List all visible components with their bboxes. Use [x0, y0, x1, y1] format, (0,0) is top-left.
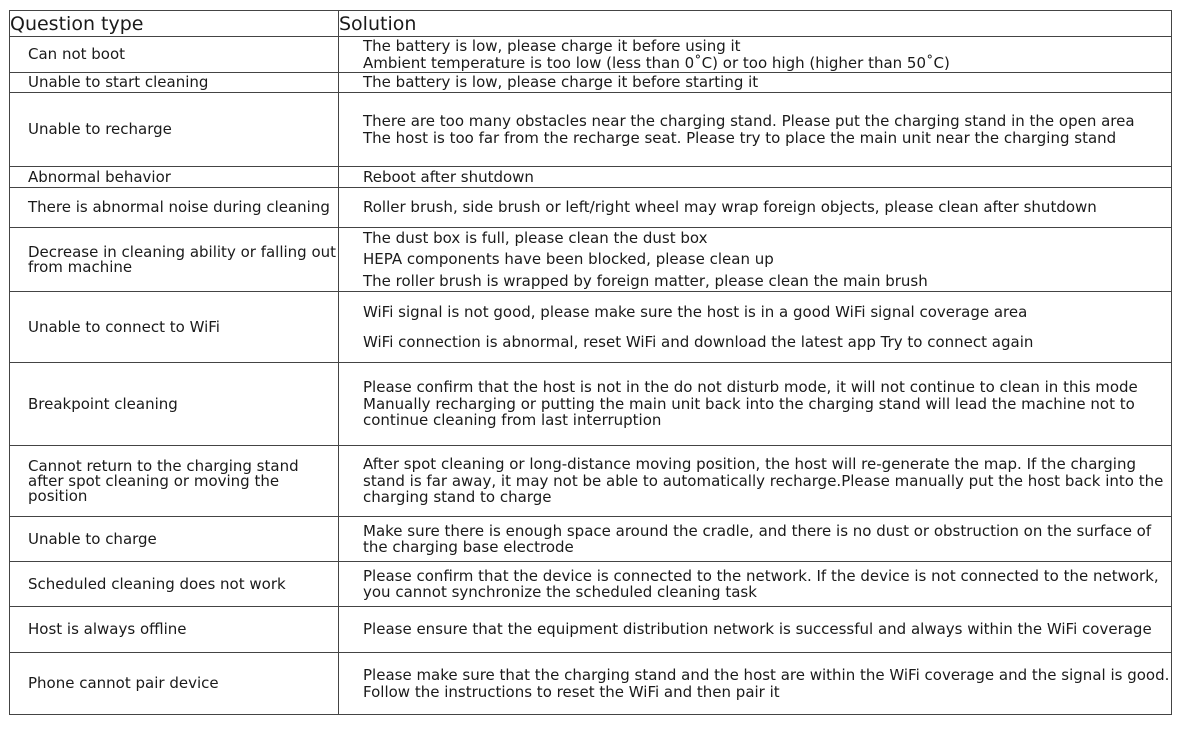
table-row	[10, 188, 1172, 228]
table-row	[10, 607, 1172, 653]
solution-cell	[339, 292, 1172, 363]
solution-cell	[339, 607, 1172, 653]
solution-line: Please confirm that the host is not in the do not disturb mode, it will not continue to clean in this mode	[363, 378, 1138, 397]
table-row	[10, 292, 1172, 363]
solution-cell	[339, 562, 1172, 607]
question-cell: There is abnormal noise during cleaning	[10, 188, 339, 228]
table-row	[10, 73, 1172, 93]
solution-cell	[339, 188, 1172, 228]
table-row	[10, 93, 1172, 167]
solution-line: The roller brush is wrapped by foreign matter, please clean the main brush	[363, 271, 928, 290]
solution-line: HEPA components have been blocked, please clean up	[363, 250, 774, 269]
solution-cell	[339, 446, 1172, 517]
question-cell: Can not boot	[10, 37, 339, 73]
solution-cell	[339, 73, 1172, 93]
question-cell: Scheduled cleaning does not work	[10, 562, 339, 607]
table-row	[10, 446, 1172, 517]
solution-line: Make sure there is enough space around the cradle, and there is no dust or obstruction on the surface of the charging base electrode	[363, 521, 1152, 556]
solution-line: Please make sure that the charging stand and the host are within the WiFi coverage and the signal is good. Follow the instructions to reset the WiFi and then pair it	[363, 666, 1170, 701]
solution-line: The host is too far from the recharge seat. Please try to place the main unit near the charging stand	[363, 128, 1117, 147]
table-row	[10, 167, 1172, 188]
table-row	[10, 653, 1172, 715]
troubleshooting-table	[9, 10, 1172, 715]
question-cell: Cannot return to the charging stand after spot cleaning or moving the position	[10, 446, 339, 517]
question-type-header: Question type	[10, 11, 339, 37]
question-cell: Abnormal behavior	[10, 167, 339, 188]
solution-line: Manually recharging or putting the main unit back into the charging stand will lead the machine not to continue cleaning from last interruption	[363, 394, 1135, 430]
solution-header: Solution	[339, 11, 1172, 37]
solution-cell	[339, 228, 1172, 292]
table-row	[10, 363, 1172, 446]
solution-line: Please confirm that the device is connected to the network. If the device is not connected to the network, you cannot synchronize the scheduled cleaning task	[363, 566, 1159, 601]
question-cell: Unable to charge	[10, 517, 339, 562]
question-cell: Host is always offline	[10, 607, 339, 653]
solution-cell	[339, 167, 1172, 188]
question-cell: Phone cannot pair device	[10, 653, 339, 715]
question-cell: Unable to connect to WiFi	[10, 292, 339, 363]
solution-line: Reboot after shutdown	[363, 167, 534, 186]
table-row	[10, 37, 1172, 73]
table-row	[10, 517, 1172, 562]
solution-cell	[339, 93, 1172, 167]
question-cell: Decrease in cleaning ability or falling out from machine	[10, 228, 339, 292]
solution-cell	[339, 363, 1172, 446]
solution-line: After spot cleaning or long-distance moving position, the host will re-generate the map. If the charging stand is far away, it may not be able to automatically recharge.Please manually put the host back into the charging stand to charge	[363, 455, 1164, 507]
solution-line: Roller brush, side brush or left/right wheel may wrap foreign objects, please clean after shutdown	[363, 198, 1097, 217]
table-header-row	[10, 11, 1172, 37]
solution-line: The battery is low, please charge it before starting it	[363, 73, 759, 92]
table-row	[10, 228, 1172, 292]
solution-line: The dust box is full, please clean the dust box	[363, 228, 708, 247]
solution-cell	[339, 653, 1172, 715]
table-row	[10, 562, 1172, 607]
solution-cell	[339, 37, 1172, 73]
solution-line: Please ensure that the equipment distribution network is successful and always within the WiFi coverage	[363, 620, 1152, 639]
solution-line: WiFi connection is abnormal, reset WiFi and download the latest app Try to connect again	[363, 333, 1034, 351]
question-cell: Breakpoint cleaning	[10, 363, 339, 446]
solution-line: The battery is low, please charge it before using it	[363, 37, 741, 55]
solution-line: Ambient temperature is too low (less than 0˚C) or too high (higher than 50˚C)	[363, 53, 950, 72]
question-cell: Unable to start cleaning	[10, 73, 339, 93]
solution-line: WiFi signal is not good, please make sure the host is in a good WiFi signal coverage area	[363, 302, 1028, 321]
question-cell: Unable to recharge	[10, 93, 339, 167]
solution-cell	[339, 517, 1172, 562]
solution-line: There are too many obstacles near the charging stand. Please put the charging stand in the open area	[363, 112, 1135, 130]
